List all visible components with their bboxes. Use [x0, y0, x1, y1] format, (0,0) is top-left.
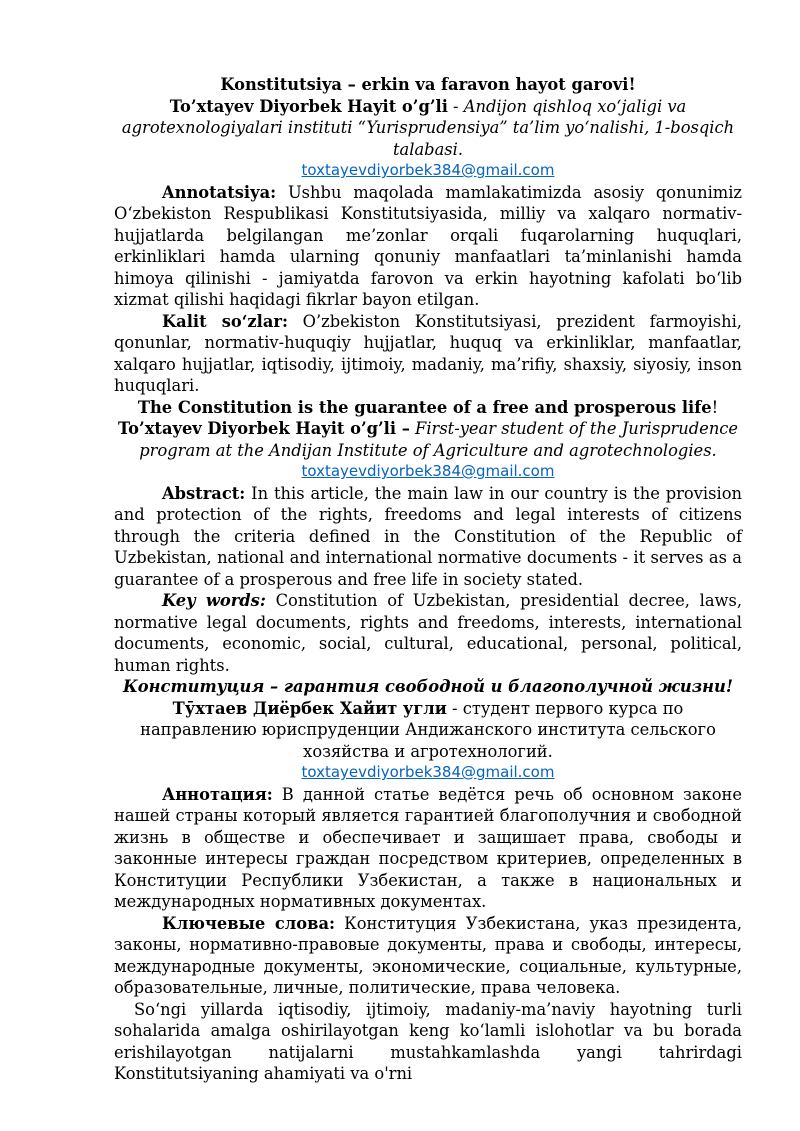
ru-annotation-text: В данной статье ведётся речь об основном законе нашей страны который является гарантией благополучния и свободной жизнь в обществе и обеспечивает и защишает права, свободы и законные интересы граждан посредством критериев, определенных в Конституции Республики Узбекистан, а также в национальных и международных нормативных документах. [114, 784, 742, 911]
uz-keywords [114, 311, 742, 397]
en-keywords [114, 590, 742, 676]
en-email-link[interactable]: toxtayevdiyorbek384@gmail.com [301, 462, 555, 480]
ru-title: Конституция – гарантия свободной и благополучной жизни! [123, 677, 733, 696]
ru-keywords [114, 913, 742, 999]
uz-keywords-label: Kalit so‘zlar: [162, 311, 288, 331]
uz-affiliation: Andijon qishloq xo‘jaligi va agrotexnologiyalari instituti “Yurisprudensiya” ta’lim yo‘nalishi, 1-bosqich talabasi. [121, 96, 735, 159]
en-abstract-text: In this article, the main law in our country is the provision and protection of the rights, freedoms and legal interests of citizens through the criteria defined in the Constitution of the Republic of Uzbekistan, national and international normative documents - it serves as a guarantee of a prosperous and free life in society stated. [114, 483, 742, 589]
body-paragraph: So‘ngi yillarda iqtisodiy, ijtimoiy, madaniy-ma’naviy hayotning turli sohalarida amalga oshirilayotgan keng ko‘lamli islohotlar va bu borada erishilayotgan natijalarni mustahkamlashda yangi tahrirdagi Konstitutsiyaning ahamiyati va o'rni [114, 999, 742, 1083]
en-keywords-label: Key words: [162, 591, 266, 610]
uz-author-sep: - [447, 96, 464, 116]
ru-email-link[interactable]: toxtayevdiyorbek384@gmail.com [301, 763, 555, 781]
uz-email-link[interactable]: toxtayevdiyorbek384@gmail.com [301, 161, 555, 179]
document-page [114, 74, 742, 1085]
ru-annotation [114, 784, 742, 913]
en-keywords-text: Constitution of Uzbekistan, presidential decree, laws, normative legal documents, rights and freedoms, interests, international documents, economic, social, cultural, educational, personal, political, human rights. [114, 591, 742, 675]
ru-keywords-text: Конституция Узбекистана, указ президента, законы, нормативно-правовые документы, права и свободы, интересы, международные документы, экономические, социальные, культурные, образовательные, личные, политические, права человека. [114, 913, 743, 997]
ru-annotation-label: Аннотация: [162, 784, 273, 804]
en-abstract-label: Abstract: [162, 483, 246, 503]
uz-author-line [114, 96, 742, 161]
ru-affiliation: - студент первого курса по направлению юриспруденции Андижанского института сельского хозяйства и агротехнологий. [140, 698, 716, 761]
en-title-line [114, 397, 742, 419]
uz-author: To’xtayev Diyorbek Hayit o’g’li [169, 96, 448, 116]
uz-annotation-label: Annotatsiya: [162, 182, 277, 202]
uz-keywords-text: O’zbekiston Konstitutsiyasi, prezident farmoyishi, qonunlar, normativ-huquqiy hujjatlar, huquq va erkinliklar, manfaatlar, xalqaro hujjatlar, iqtisodiy, ijtimoiy, madaniy, ma’rifiy, shaxsiy, siyosiy, inson huquqlari. [114, 311, 742, 395]
en-author: To’xtayev Diyorbek Hayit o’g’li – [117, 419, 410, 438]
en-title-end: ! [711, 397, 719, 417]
uz-annotation-text: Ushbu maqolada mamlakatimizda asosiy qonunimiz O‘zbekiston Respublikasi Konstitutsiyasida, milliy va xalqaro normativ-hujjatlarda belgilangan me’zonlar orqali fuqarolarning huquqlari, erkinliklari hamda ularning qonuniy manfaatlari ta’minlanishi hamda himoya qilinishi - jamiyatda farovon va erkin hayotning kafolati bo‘lib xizmat qilishi haqidagi fikrlar bayon etilgan. [114, 182, 742, 309]
en-affiliation: First-year student of the Jurisprudence program at the Andijan Institute of Agriculture and agrotechnologies. [139, 419, 739, 460]
en-author-line [114, 418, 742, 461]
uz-annotation [114, 182, 742, 311]
uz-title: Konstitutsiya – erkin va faravon hayot garovi! [220, 75, 636, 94]
ru-author: Тӯхтаев Диёрбек Хайит угли [172, 698, 447, 718]
ru-author-line [114, 698, 742, 763]
en-abstract [114, 483, 742, 591]
en-title: The Constitution is the guarantee of a free and prosperous life [137, 397, 712, 417]
ru-keywords-label: Ключевые слова: [162, 913, 336, 933]
